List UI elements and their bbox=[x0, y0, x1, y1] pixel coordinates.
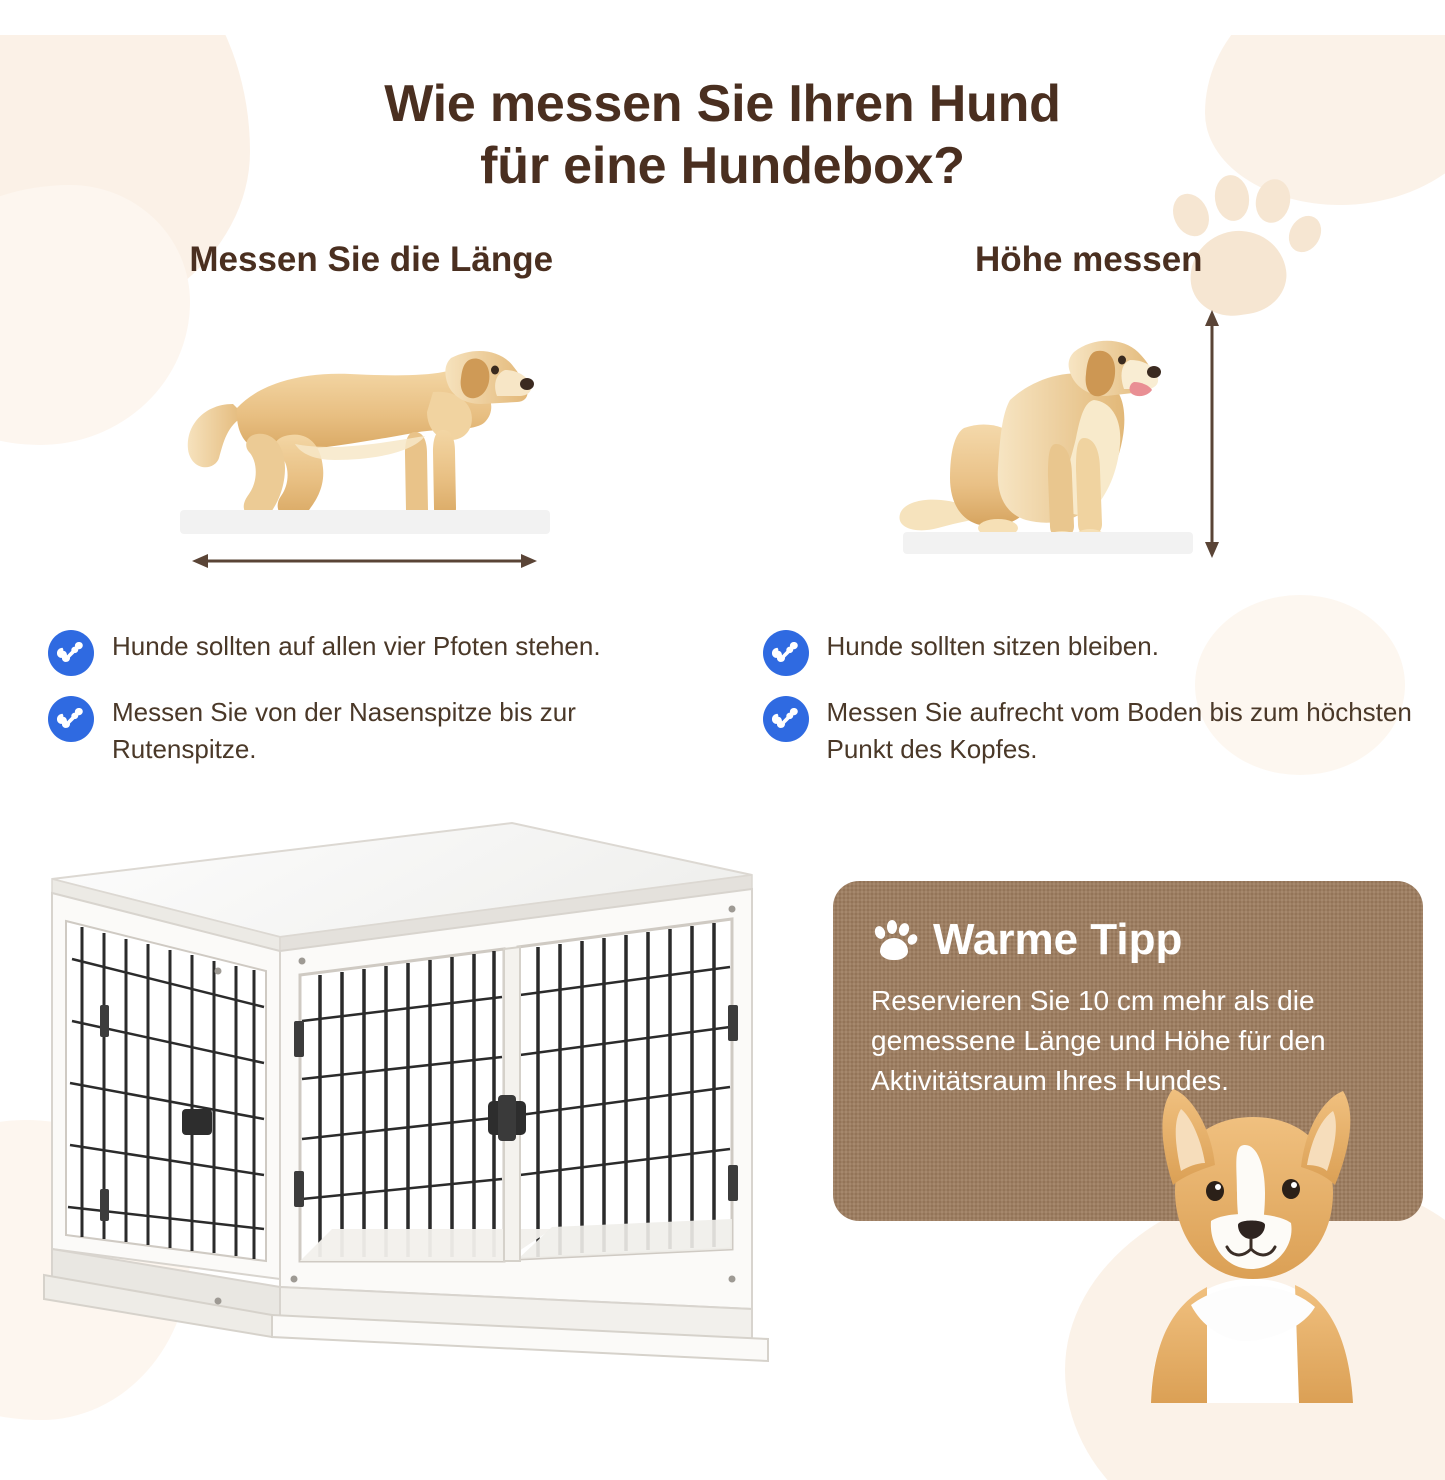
list-item-text: Messen Sie aufrecht vom Boden bis zum höchsten Punkt des Kopfes. bbox=[827, 694, 1416, 768]
standing-dog-image bbox=[175, 312, 535, 542]
page-title bbox=[0, 35, 1445, 198]
height-bullet-list bbox=[723, 628, 1445, 768]
bone-icon bbox=[48, 696, 94, 742]
column-height bbox=[723, 240, 1445, 786]
bone-icon bbox=[763, 630, 809, 676]
warm-tip-body: Reservieren Sie 10 cm mehr als die gemessene Länge und Höhe für den Aktivitätsraum Ihres Hundes. bbox=[871, 981, 1383, 1100]
dog-shadow bbox=[903, 532, 1193, 554]
measure-columns bbox=[0, 240, 1445, 786]
sitting-dog-image bbox=[898, 308, 1188, 558]
corgi-photo bbox=[1095, 1073, 1425, 1403]
list-item-text: Messen Sie von der Nasenspitze bis zur Rutenspitze. bbox=[112, 694, 683, 768]
list-item bbox=[723, 628, 1445, 676]
list-item-text: Hunde sollten sitzen bleiben. bbox=[827, 628, 1159, 665]
column-length bbox=[0, 240, 723, 786]
column-length-illustration bbox=[0, 302, 723, 620]
bottom-section bbox=[0, 803, 1445, 1403]
paw-icon bbox=[871, 918, 917, 962]
bone-icon bbox=[763, 696, 809, 742]
dog-shadow bbox=[180, 510, 550, 534]
column-length-heading: Messen Sie die Länge bbox=[0, 240, 723, 280]
list-item-text: Hunde sollten auf allen vier Pfoten stehen. bbox=[112, 628, 601, 665]
list-item bbox=[723, 694, 1445, 768]
page-title-line-2: für eine Hundebox? bbox=[0, 135, 1445, 197]
list-item bbox=[0, 694, 723, 768]
length-bullet-list bbox=[0, 628, 723, 768]
warm-tip-heading bbox=[871, 915, 1383, 965]
bone-icon bbox=[48, 630, 94, 676]
height-measure-arrow bbox=[1203, 310, 1221, 558]
dog-crate-image bbox=[32, 809, 912, 1389]
column-height-heading: Höhe messen bbox=[723, 240, 1445, 280]
length-measure-arrow bbox=[192, 552, 537, 570]
column-height-illustration bbox=[723, 302, 1445, 620]
page-title-line-1: Wie messen Sie Ihren Hund bbox=[384, 75, 1061, 133]
page-content bbox=[0, 35, 1445, 1404]
list-item bbox=[0, 628, 723, 676]
warm-tip-heading-text: Warme Tipp bbox=[933, 915, 1182, 965]
